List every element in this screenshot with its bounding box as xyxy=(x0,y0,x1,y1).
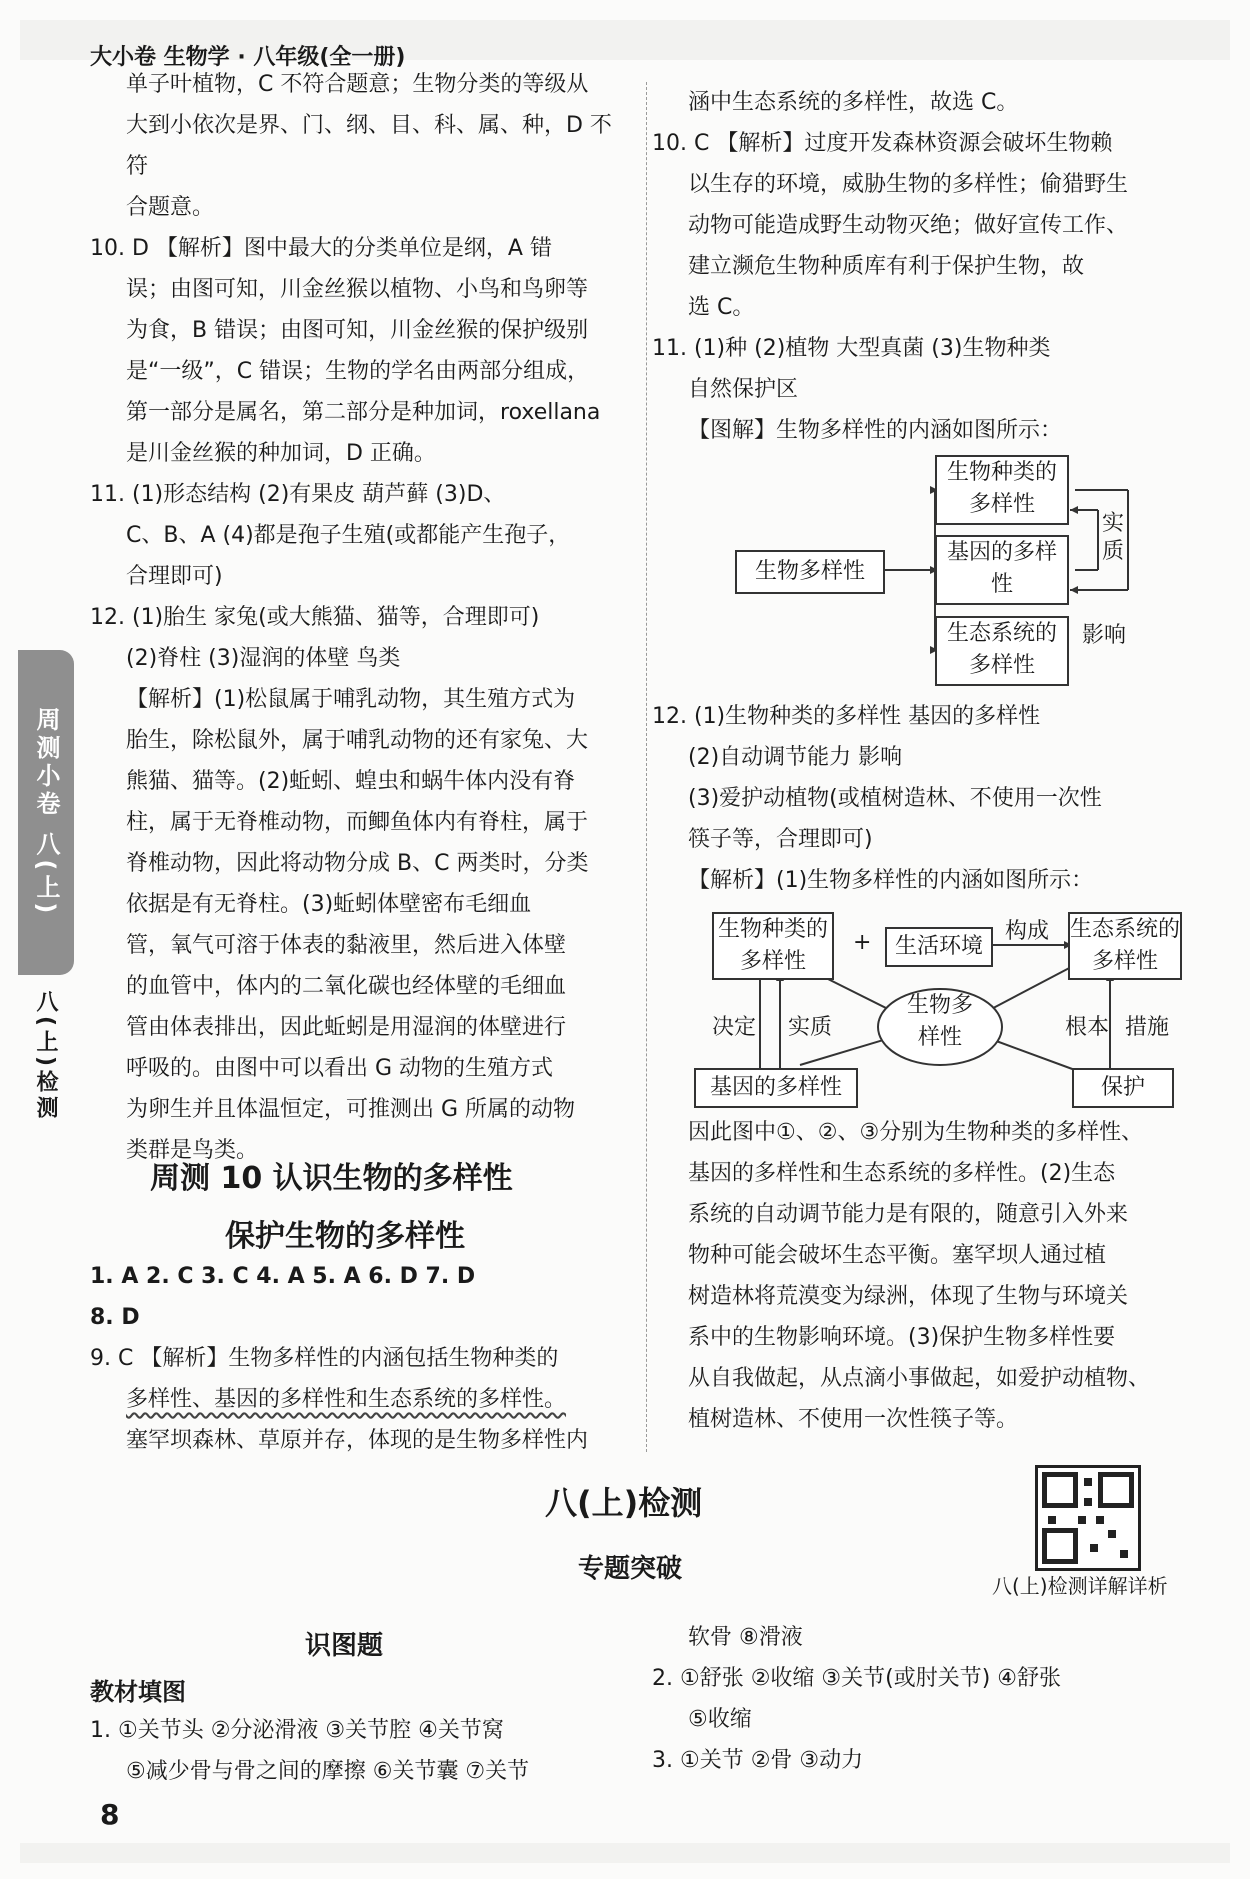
text-line: 12. (1)生物种类的多样性 基因的多样性 xyxy=(652,704,1041,729)
text-line: ⑤收缩 xyxy=(688,1707,752,1732)
text-line: 系中的生物影响环境。(3)保护生物多样性要 xyxy=(688,1325,1116,1350)
text-line: 【解析】(1)松鼠属于哺乳动物，其生殖方式为 xyxy=(126,687,576,712)
bottom-right-answers xyxy=(652,1617,1192,1781)
text-line: 合理即可) xyxy=(126,564,223,589)
text-line: (3)爱护动植物(或植树造林、不使用一次性 xyxy=(688,786,1102,811)
diagram2-box-eco: 生态系统的多样性 xyxy=(1068,912,1182,980)
text-line: 多样性、基因的多样性和生态系统的多样性。 xyxy=(126,1387,567,1412)
answers-block xyxy=(90,1256,630,1338)
text-line: 物种可能会破坏生态平衡。塞罕坝人通过植 xyxy=(688,1243,1107,1268)
text-line: 塞罕坝森林、草原并存，体现的是生物多样性内 xyxy=(126,1428,589,1453)
right-column xyxy=(652,82,1192,451)
text-line: 管由体表排出，因此蚯蚓是用湿润的体壁进行 xyxy=(126,1015,567,1040)
diagram2-label-measure: 措施 xyxy=(1125,1015,1170,1040)
diagram1-box-gene: 基因的多样性 xyxy=(935,535,1069,605)
text-line: 筷子等，合理即可) xyxy=(688,827,873,852)
diagram2-label-root: 根本 xyxy=(1065,1015,1110,1040)
text-line: 12. (1)胎生 家兔(或大熊猫、猫等，合理即可) xyxy=(90,605,540,630)
side-tab: 周测小卷 八(上) xyxy=(18,650,74,975)
text-line: 胎生，除松鼠外，属于哺乳动物的还有家兔、大 xyxy=(126,728,589,753)
diagram2-label-decide: 决定 xyxy=(712,1015,757,1040)
diagram2-box-protect: 保护 xyxy=(1072,1068,1174,1108)
text-line: 合题意。 xyxy=(126,195,215,220)
bottom-left-answers xyxy=(90,1710,630,1792)
text-line: 10. D 【解析】图中最大的分类单位是纲，A 错 xyxy=(90,236,552,261)
text-line: 软骨 ⑧滑液 xyxy=(688,1625,803,1650)
text-line: 【图解】生物多样性的内涵如图所示： xyxy=(688,418,1063,443)
text-line: 依据是有无脊柱。(3)蚯蚓体壁密布毛细血 xyxy=(126,892,532,917)
text-line: 基因的多样性和生态系统的多样性。(2)生态 xyxy=(688,1161,1116,1186)
column-divider xyxy=(646,82,647,1452)
text-line: 9. C 【解析】生物多样性的内涵包括生物种类的 xyxy=(90,1346,559,1371)
text-line: 从自我做起，从点滴小事做起，如爱护动植物、 xyxy=(688,1366,1151,1391)
diagram2-box-env: 生活环境 xyxy=(885,927,993,967)
text-line: 熊猫、猫等。(2)蚯蚓、蝗虫和蜗牛体内没有脊 xyxy=(126,769,576,794)
text-line: 为卵生并且体温恒定，可推测出 G 所属的动物 xyxy=(126,1097,576,1122)
page-number: 8 xyxy=(100,1798,120,1831)
text-line: 10. C 【解析】过度开发森林资源会破坏生物赖 xyxy=(652,131,1113,156)
text-line: 管，氧气可溶于体表的黏液里，然后进入体壁 xyxy=(126,933,567,958)
text-line: 系统的自动调节能力是有限的，随意引入外来 xyxy=(688,1202,1129,1227)
left-column xyxy=(90,64,630,1171)
footer-band xyxy=(20,1843,1230,1863)
right-column-2 xyxy=(652,696,1192,901)
section-title-1: 周测 10 认识生物的多样性 xyxy=(150,1161,513,1196)
text-line: 涵中生态系统的多样性，故选 C。 xyxy=(688,90,1019,115)
diagram1-label-essence: 实质 xyxy=(1102,511,1125,564)
text-line: 2. ①舒张 ②收缩 ③关节(或肘关节) ④舒张 xyxy=(652,1666,1062,1691)
text-line: 动物可能造成野生动物灭绝；做好宣传工作、 xyxy=(688,213,1129,238)
text-line: C、B、A (4)都是孢子生殖(或都能产生孢子， xyxy=(126,523,571,548)
text-line: 11. (1)种 (2)植物 大型真菌 (3)生物种类 xyxy=(652,336,1051,361)
text-line: 柱，属于无脊椎动物，而鲫鱼体内有脊柱，属于 xyxy=(126,810,589,835)
side-text: 八(上)检测 xyxy=(33,990,58,1123)
answers-row: 1. A 2. C 3. C 4. A 5. A 6. D 7. D xyxy=(90,1264,476,1289)
diagram1-box-eco: 生态系统的多样性 xyxy=(935,616,1069,686)
left-after-block xyxy=(90,1338,630,1461)
text-line: 是“一级”，C 错误；生物的学名由两部分组成， xyxy=(126,359,590,384)
text-line: 单子叶植物，C 不符合题意；生物分类的等级从 xyxy=(126,72,589,97)
right-column-3 xyxy=(688,1112,1198,1440)
text-line: 树造林将荒漠变为绿洲，体现了生物与环境关 xyxy=(688,1284,1129,1309)
text-line: 类群是鸟类。 xyxy=(126,1138,259,1163)
text-line: 建立濒危生物种质库有利于保护生物，故 xyxy=(688,254,1085,279)
diagram2-plus: + xyxy=(853,930,872,955)
text-line: 自然保护区 xyxy=(688,377,799,402)
text-line: 植树造林、不使用一次性筷子等。 xyxy=(688,1407,1019,1432)
diagram2-label-form: 构成 xyxy=(1005,919,1050,944)
qr-code-icon[interactable] xyxy=(1035,1465,1141,1571)
text-line: (2)自动调节能力 影响 xyxy=(688,745,903,770)
text-line: 第一部分是属名，第二部分是种加词，roxellana xyxy=(126,400,601,425)
text-line: 呼吸的。由图中可以看出 G 动物的生殖方式 xyxy=(126,1056,554,1081)
text-line: 脊椎动物，因此将动物分成 B、C 两类时，分类 xyxy=(126,851,589,876)
text-line: 误；由图可知，川金丝猴以植物、小鸟和鸟卵等 xyxy=(126,277,589,302)
text-line: ⑤减少骨与骨之间的摩擦 ⑥关节囊 ⑦关节 xyxy=(126,1759,530,1784)
diagram1-label-influence: 影响 xyxy=(1082,623,1127,648)
text-line: 3. ①关节 ②骨 ③动力 xyxy=(652,1748,864,1773)
diagram2-center: 生物多样性 xyxy=(906,993,973,1050)
text-line: 【解析】(1)生物多样性的内涵如图所示： xyxy=(688,868,1094,893)
bottom-big-title: 八(上)检测 xyxy=(545,1484,703,1522)
qr-caption: 八(上)检测详解详析 xyxy=(992,1574,1168,1598)
diagram1-box-species: 生物种类的多样性 xyxy=(935,455,1069,525)
text-line: 1. ①关节头 ②分泌滑液 ③关节腔 ④关节窝 xyxy=(90,1718,504,1743)
diagram2-box-species: 生物种类的多样性 xyxy=(712,912,834,980)
text-line: 为食，B 错误；由图可知，川金丝猴的保护级别 xyxy=(126,318,589,343)
diagram2-label-essence: 实质 xyxy=(788,1015,833,1040)
answers-row: 8. D xyxy=(90,1305,140,1330)
diagram2-box-gene: 基因的多样性 xyxy=(694,1068,858,1108)
section-title-2: 保护生物的多样性 xyxy=(225,1219,465,1254)
text-line: 是川金丝猴的种加词，D 正确。 xyxy=(126,441,436,466)
text-line: 的血管中，体内的二氧化碳也经体壁的毛细血 xyxy=(126,974,567,999)
text-line: (2)脊柱 (3)湿润的体壁 鸟类 xyxy=(126,646,401,671)
bottom-sub-title-2: 识图题 xyxy=(305,1631,384,1661)
text-line: 因此图中①、②、③分别为生物种类的多样性、 xyxy=(688,1120,1144,1145)
bottom-sub-title-3: 教材填图 xyxy=(90,1678,186,1706)
page-header: 大小卷 生物学 · 八年级(全一册) xyxy=(90,45,406,70)
text-line: 11. (1)形态结构 (2)有果皮 葫芦藓 (3)D、 xyxy=(90,482,506,507)
diagram1-center-box: 生物多样性 xyxy=(735,550,885,594)
text-line: 选 C。 xyxy=(688,295,755,320)
text-line: 以生存的环境，威胁生物的多样性；偷猎野生 xyxy=(688,172,1129,197)
text-line: 大到小依次是界、门、纲、目、科、属、种，D 不符 xyxy=(126,113,612,179)
bottom-sub-title: 专题突破 xyxy=(578,1554,683,1584)
